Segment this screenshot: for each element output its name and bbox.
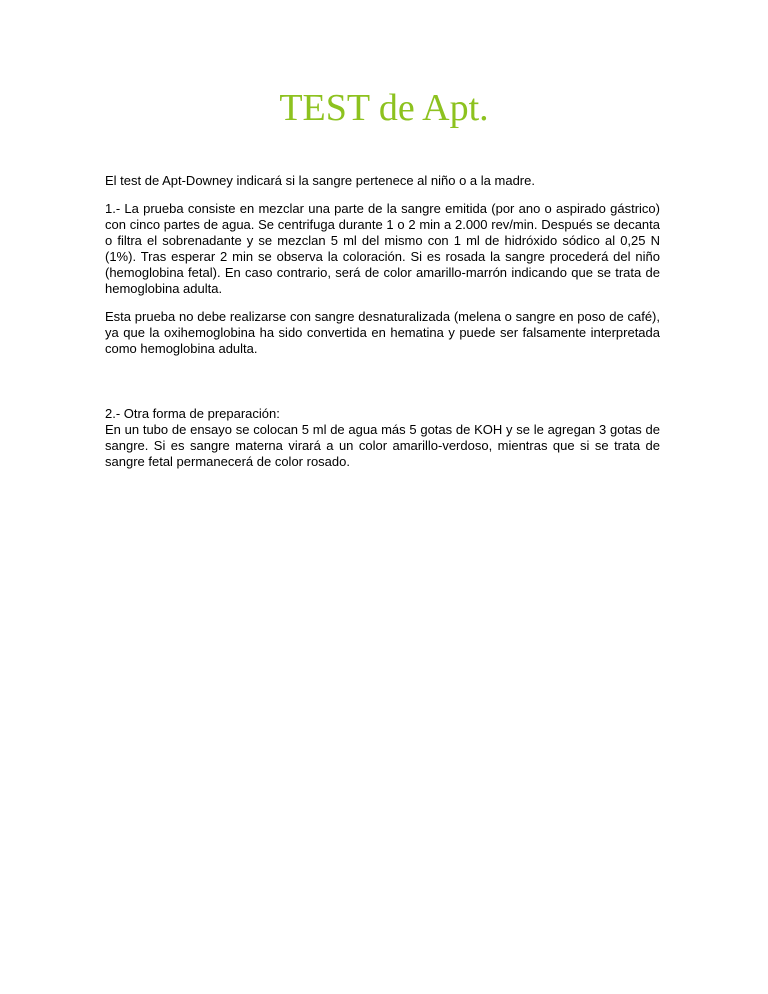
spacer	[105, 369, 660, 406]
alternative-heading: 2.- Otra forma de preparación:	[105, 406, 280, 421]
paragraph-alternative	[105, 406, 660, 470]
document-body	[105, 173, 660, 470]
alternative-body: En un tubo de ensayo se colocan 5 ml de agua más 5 gotas de KOH y se le agregan 3 gotas de sangre. Si es sangre materna virará a un color amarillo-verdoso, mientras que si se trata de sangre fetal permanecerá de color rosado.	[105, 422, 660, 469]
document-title: TEST de Apt.	[279, 87, 489, 129]
paragraph-warning: Esta prueba no debe realizarse con sangre desnaturalizada (melena o sangre en poso de café), ya que la oxihemoglobina ha sido convertida en hematina y puede ser falsamente interpretada como hemoglobina adulta.	[105, 309, 660, 356]
paragraph-intro: El test de Apt-Downey indicará si la sangre pertenece al niño o a la madre.	[105, 173, 535, 188]
paragraph-procedure: 1.- La prueba consiste en mezclar una parte de la sangre emitida (por ano o aspirado gástrico) con cinco partes de agua. Se centrifuga durante 1 o 2 min a 2.000 rev/min. Después se decanta o filtra el sobrenadante y se mezclan 5 ml del mismo con 1 ml de hidróxido sódico al 0,25 N (1%). Tras esperar 2 min se observa la coloración. Si es rosada la sangre procederá del niño (hemoglobina fetal). En caso contrario, será de color amarillo-marrón indicando que se trata de hemoglobina adulta.	[105, 201, 660, 296]
